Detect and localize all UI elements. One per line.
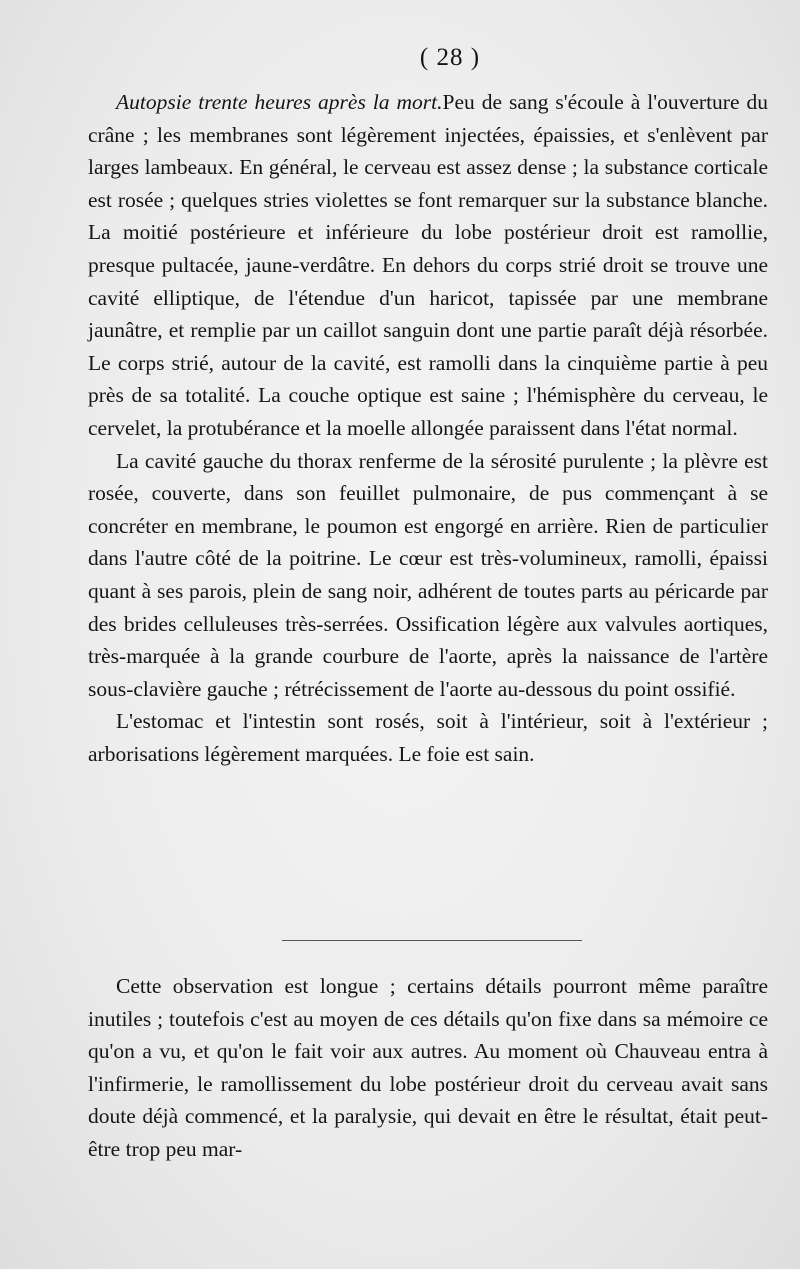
paragraph-autopsy-brain bbox=[88, 86, 768, 445]
paragraph-text: Peu de sang s'écoule à l'ouverture du crâne ; les membranes sont légèrement injectées, épaissies, et s'enlèvent par larges lambeaux. En général, le cerveau est assez dense ; la substance corticale est rosée ; quelques stries violettes se font remarquer sur la substance blanche. La moitié postérieure et inférieure du lobe postérieur droit est ramollie, presque pultacée, jaune-verdâtre. En dehors du corps strié droit se trouve une cavité elliptique, de l'étendue d'un haricot, tapissée par une membrane jaunâtre, et remplie par un caillot sanguin dont une partie paraît déjà résorbée. Le corps strié, autour de la cavité, est ramolli dans la cinquième partie à peu près de sa totalité. La couche optique est saine ; l'hémisphère du cerveau, le cervelet, la protubérance et la moelle allongée paraissent dans l'état normal. bbox=[88, 90, 768, 440]
paragraph-abdomen: L'estomac et l'intestin sont rosés, soit à l'intérieur, soit à l'extérieur ; arborisations légèrement marquées. Le foie est sain. bbox=[88, 709, 768, 766]
autopsy-heading: Autopsie trente heures après la mort. bbox=[116, 90, 443, 114]
paragraph-commentary: Cette observation est longue ; certains détails pourront même paraître inutiles ; toutefois c'est au moyen de ces détails qu'on fixe dans sa mémoire ce qu'on a vu, et qu'on le fait voir aux autres. Au moment où Chauveau entra à l'infirmerie, le ramollissement du lobe postérieur droit du cerveau avait sans doute déjà commencé, et la paralysie, qui devait en être le résultat, était peut-être trop peu mar- bbox=[88, 974, 768, 1161]
section-divider bbox=[282, 940, 582, 941]
page-number: ( 28 ) bbox=[419, 44, 481, 71]
autopsy-section bbox=[88, 86, 768, 770]
commentary-section bbox=[88, 970, 768, 1166]
paragraph-thorax: La cavité gauche du thorax renferme de la sérosité purulente ; la plèvre est rosée, couverte, dans son feuillet pulmonaire, de pus commençant à se concréter en membrane, le poumon est engorgé en arrière. Rien de particulier dans l'autre côté de la poitrine. Le cœur est très-volumineux, ramolli, épaissi quant à ses parois, plein de sang noir, adhérent de toutes parts au péricarde par des brides celluleuses très-serrées. Ossification légère aux valvules aortiques, très-marquée à la grande courbure de l'aorte, après la naissance de l'artère sous-clavière gauche ; rétrécissement de l'aorte au-dessous du point ossifié. bbox=[88, 448, 768, 701]
